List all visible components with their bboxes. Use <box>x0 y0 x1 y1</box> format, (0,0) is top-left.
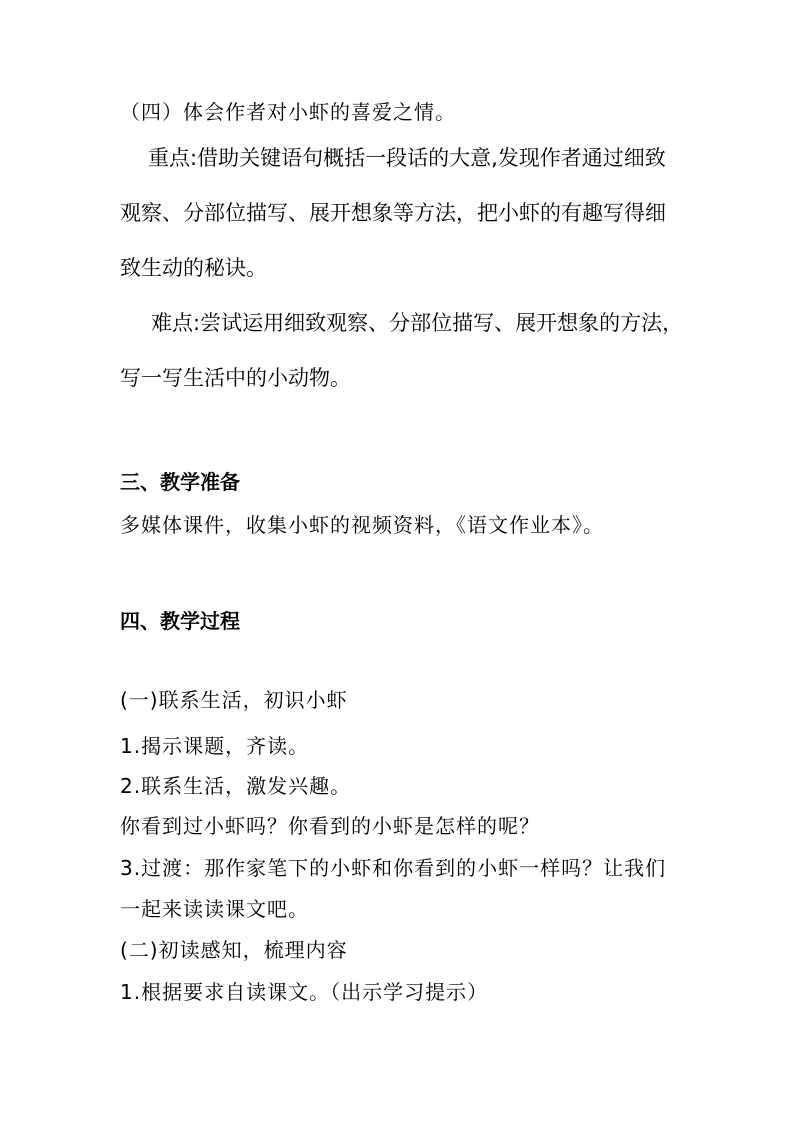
step-1-text: 1.揭示课题，齐读。 <box>120 734 310 758</box>
step-2-text: 2.联系生活，激发兴趣。 <box>120 774 352 798</box>
key-point-line-3: 致生动的秘诀。 <box>120 256 267 280</box>
key-point-line-2: 观察、分部位描写、展开想象等方法，把小虾的有趣写得细 <box>120 201 666 225</box>
part-1-heading: (一)联系生活，初识小虾 <box>120 688 348 712</box>
objective-4-text: （四）体会作者对小虾的喜爱之情。 <box>120 100 456 124</box>
step-3-line-2: 一起来读读课文吧。 <box>120 897 309 921</box>
difficulty-line-1: 难点:尝试运用细致观察、分部位描写、展开想象的方法， <box>151 311 684 335</box>
difficulty-line-2: 写一写生活中的小动物。 <box>120 366 351 390</box>
key-point-line-1: 重点:借助关键语句概括一段话的大意,发现作者通过细致 <box>148 146 666 170</box>
step-3-line-1: 3.过渡：那作家笔下的小虾和你看到的小虾一样吗？让我们 <box>120 856 667 880</box>
part-2-heading: (二)初读感知，梳理内容 <box>120 938 348 962</box>
step-2-question: 你看到过小虾吗？你看到的小虾是怎样的呢？ <box>120 814 540 838</box>
part-2-step-1: 1.根据要求自读课文。（出示学习提示） <box>120 980 489 1004</box>
section-3-body: 多媒体课件，收集小虾的视频资料，《语文作业本》。 <box>120 513 604 537</box>
section-3-heading: 三、教学准备 <box>120 470 240 494</box>
section-4-heading: 四、教学过程 <box>120 609 240 633</box>
